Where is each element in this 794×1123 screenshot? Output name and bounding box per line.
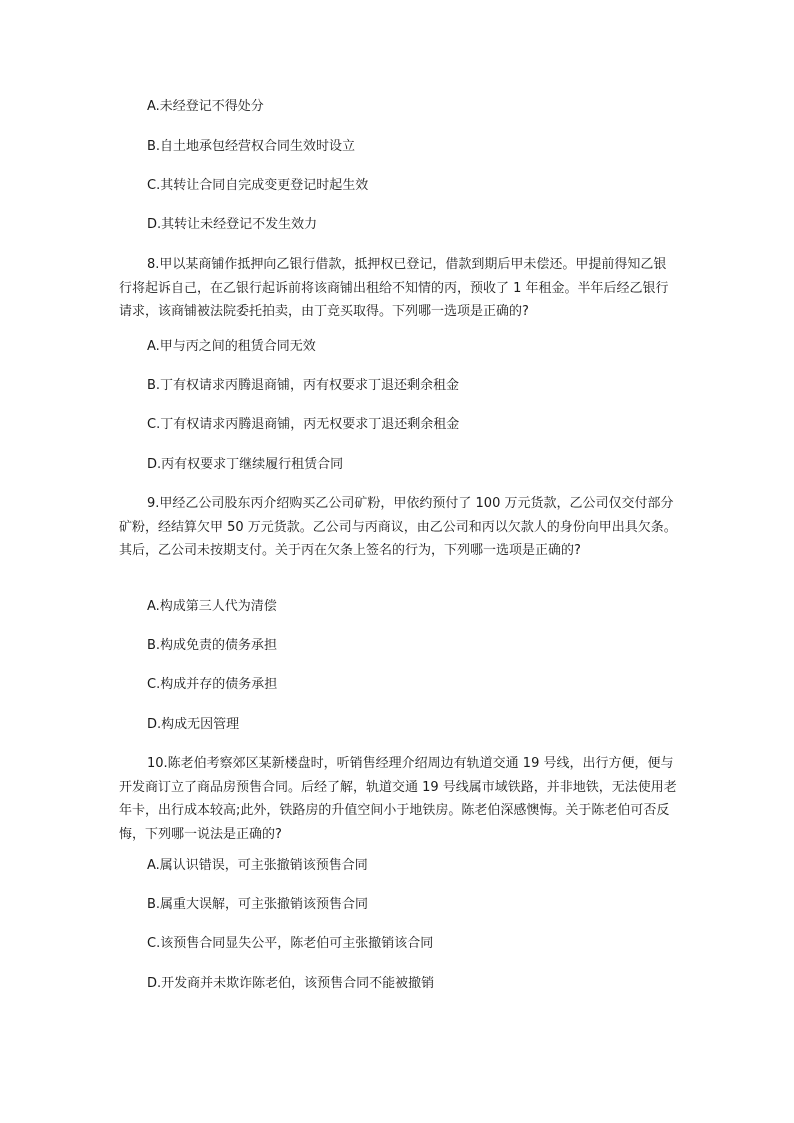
question-10: 10.陈老伯考察郊区某新楼盘时，听销售经理介绍周边有轨道交通 19 号线，出行方便，便与开发商订立了商品房预售合同。后经了解，轨道交通 19 号线属市域铁路，并非地铁，无法使用老年卡，出行成本较高;此外，铁路房的升值空间小于地铁房。陈老伯深感懊悔。关于陈老伯可否反悔，下列哪一说法是正确的? [119, 756, 677, 842]
option-q9-c: C.构成并存的债务承担 [147, 677, 278, 692]
option-q10-a: A.属认识错误，可主张撤销该预售合同 [147, 858, 368, 873]
option-q9-b: B.构成免责的债务承担 [147, 638, 278, 653]
option-q9-d: D.构成无因管理 [147, 717, 240, 732]
option-q9-a: A.构成第三人代为清偿 [147, 599, 277, 614]
option-q10-d: D.开发商并未欺诈陈老伯，该预售合同不能被撤销 [147, 976, 435, 991]
option-q8-a: A.甲与丙之间的租赁合同无效 [147, 339, 316, 354]
option-q8-d: D.丙有权要求丁继续履行租赁合同 [147, 457, 344, 472]
question-9: 9.甲经乙公司股东丙介绍购买乙公司矿粉，甲依约预付了 100 万元货款，乙公司仅交付部分矿粉，经结算欠甲 50 万元货款。乙公司与丙商议，由乙公司和丙以欠款人的身份向甲出具欠条。其后，乙公司未按期支付。关于丙在欠条上签名的行为，下列哪一选项是正确的? [119, 496, 677, 558]
option-q7-d: D.其转让未经登记不发生效力 [147, 217, 318, 232]
option-q8-c: C.丁有权请求丙腾退商铺，丙无权要求丁退还剩余租金 [147, 417, 460, 432]
option-q7-b: B.自土地承包经营权合同生效时设立 [147, 139, 356, 154]
option-q7-a: A.未经登记不得处分 [147, 99, 264, 114]
option-q10-c: C.该预售合同显失公平，陈老伯可主张撤销该合同 [147, 936, 434, 951]
option-q7-c: C.其转让合同自完成变更登记时起生效 [147, 178, 369, 193]
option-q10-b: B.属重大误解，可主张撤销该预售合同 [147, 897, 369, 912]
question-8: 8.甲以某商铺作抵押向乙银行借款，抵押权已登记，借款到期后甲未偿还。甲提前得知乙银行将起诉自己，在乙银行起诉前将该商铺出租给不知情的丙，预收了 1 年租金。半年后经乙银行请求，该商铺被法院委托拍卖，由丁竞买取得。下列哪一选项是正确的? [119, 257, 669, 319]
option-q8-b: B.丁有权请求丙腾退商铺，丙有权要求丁退还剩余租金 [147, 378, 460, 393]
